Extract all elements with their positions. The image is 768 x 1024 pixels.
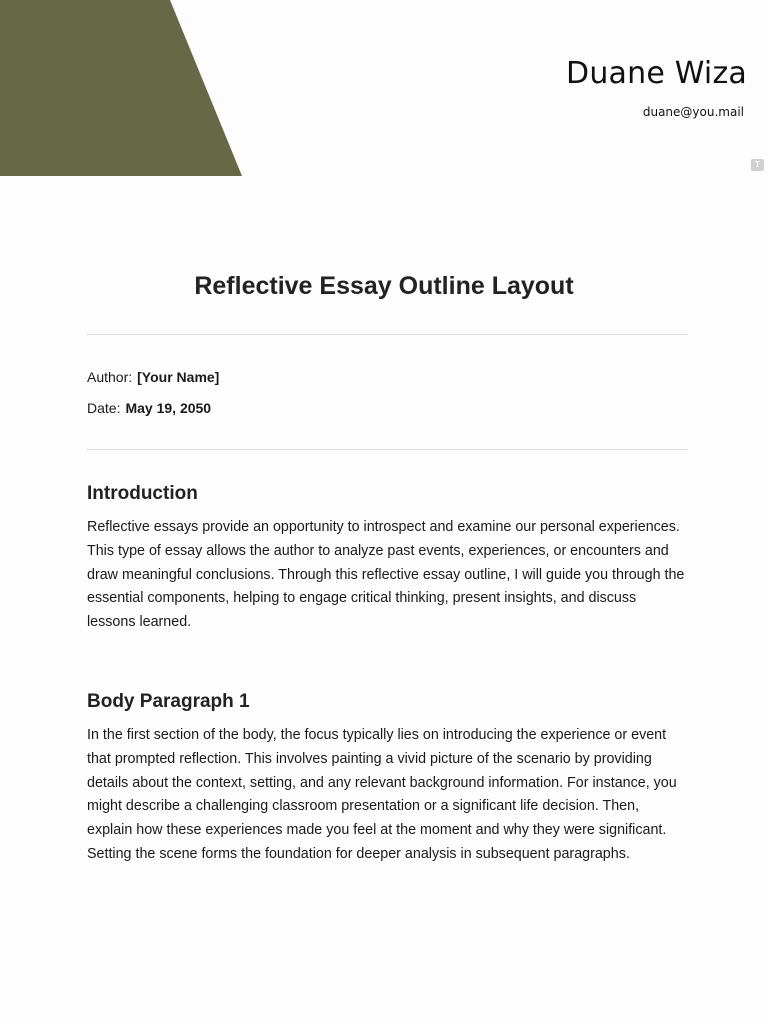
date-label: Date: [87,400,121,416]
section-body: Reflective essays provide an opportunity to introspect and examine our personal experiences. This type of essay allows the author to analyze past events, experiences, or encounters and draw meaningful conclusions. Through this reflective essay outline, I will guide you through the essential components, helping to engage critical thinking, present insights, and discuss lessons learned. [87,519,685,631]
decorative-corner-shape [0,0,242,176]
author-value: [Your Name] [137,369,220,385]
section-body: In the first section of the body, the focus typically lies on introducing the experience or event that prompted reflection. This involves painting a vivid picture of the scenario by providing details about the context, setting, and any relevant background information. For instance, you might describe a challenging classroom presentation or a significant life decision. Then, explain how these experiences made you feel at the moment and why they were significant. Setting the scene forms the foundation for deeper analysis in subsequent paragraphs. [87,727,677,862]
header-name: Duane Wiza [566,56,747,91]
divider-bottom [87,449,688,450]
header-email[interactable]: duane@you.mail [642,105,744,119]
author-label: Author: [87,369,133,385]
divider-top [87,334,688,335]
corner-polygon [0,0,242,176]
date-value: May 19, 2050 [125,400,212,416]
template-tag-icon: T [751,159,764,171]
date-row [87,400,211,416]
document-title: Reflective Essay Outline Layout [194,272,574,300]
section-heading: Body Paragraph 1 [87,691,250,712]
author-row [87,369,219,385]
section-body-paragraph-1 [87,691,687,867]
section-introduction [87,483,687,635]
section-heading: Introduction [87,483,198,504]
